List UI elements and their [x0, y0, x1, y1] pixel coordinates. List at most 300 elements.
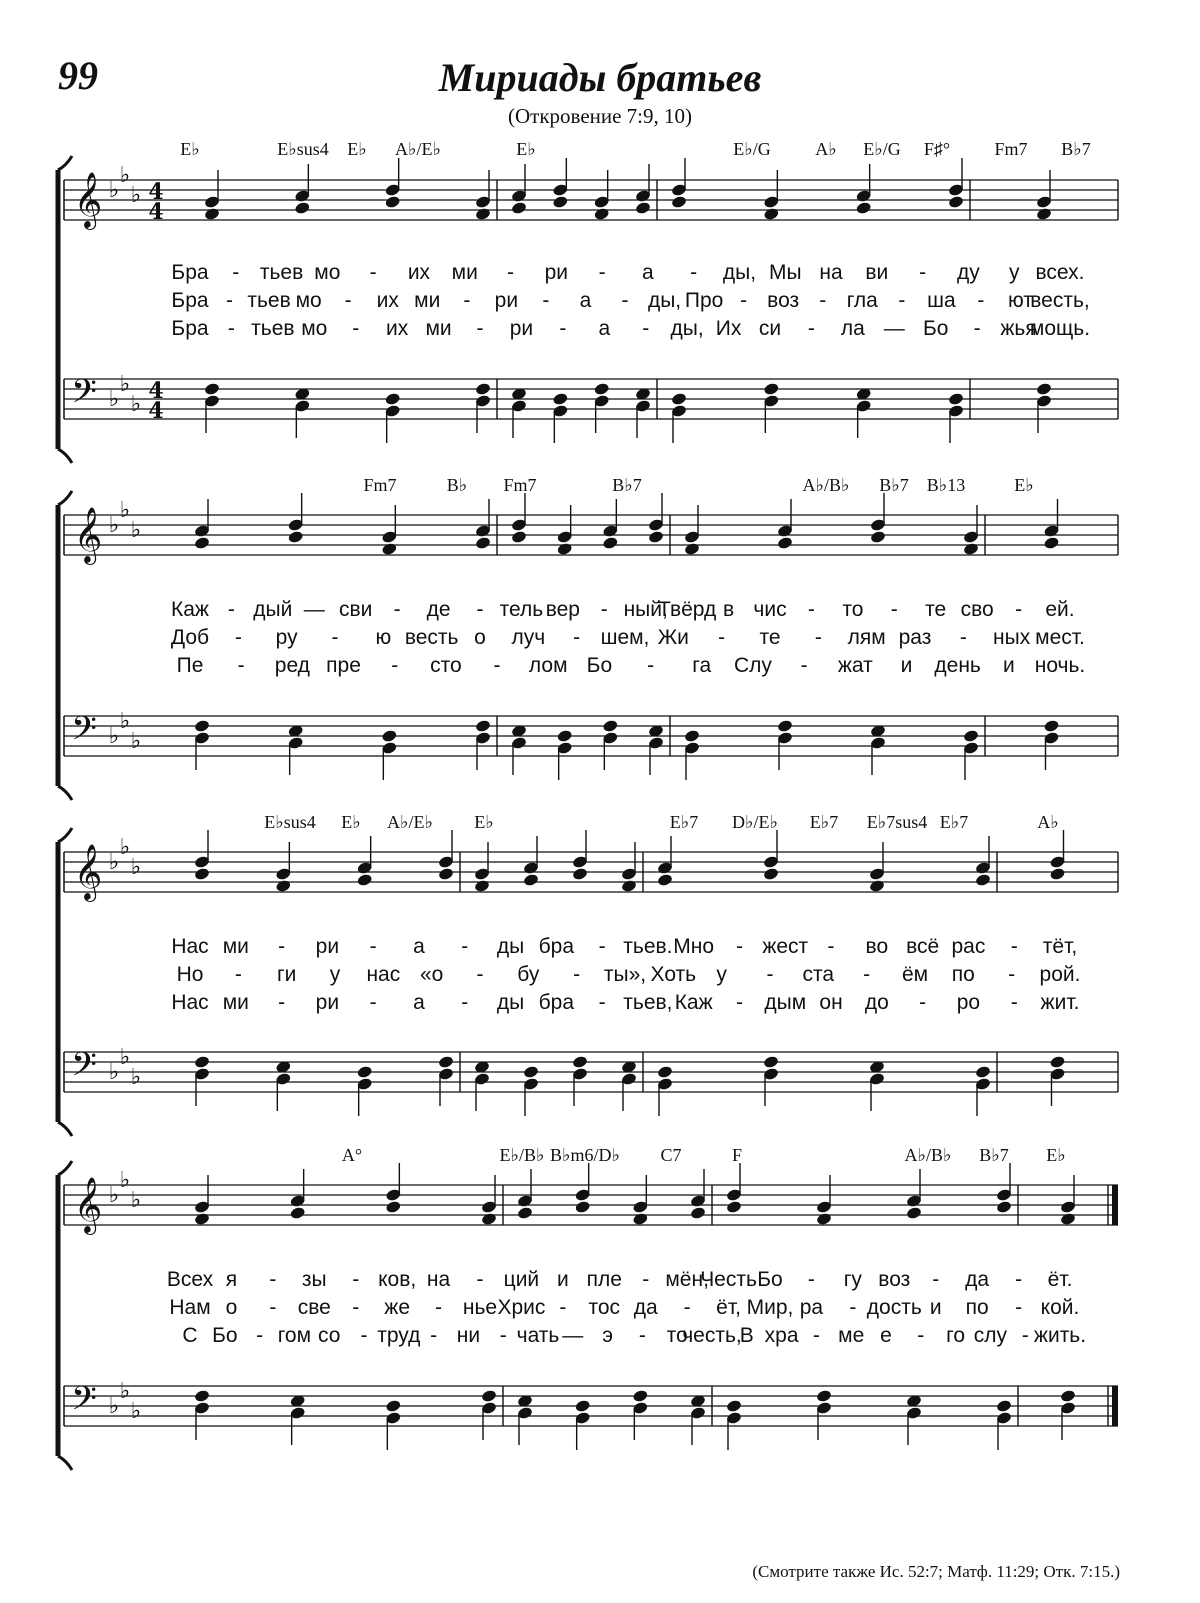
bass-note [384, 392, 401, 406]
lyric-syllable: Хоть [650, 963, 697, 986]
chord-symbol: A♭/B♭ [802, 475, 850, 495]
bass-note [204, 382, 221, 396]
lyric-syllable: - [621, 289, 629, 312]
lyric-syllable: - [237, 654, 245, 677]
flat-sign: ♭ [130, 518, 142, 543]
lyric-syllable: пре [326, 654, 361, 677]
lyric-syllable: и [556, 1268, 569, 1291]
flat-sign: ♭ [119, 1168, 131, 1193]
treble-note [384, 195, 401, 209]
lyric-syllable: ций [503, 1268, 540, 1291]
lyric-syllable: - [683, 1296, 691, 1319]
lyric-syllable: ста [802, 963, 835, 986]
bass-note [523, 1065, 540, 1079]
bass-note [572, 1055, 589, 1069]
treble-note [275, 879, 292, 893]
lyric-syllable: тьев [251, 317, 295, 340]
lyric-syllable: Бо [212, 1324, 238, 1347]
lyric-syllable: Пе [176, 654, 204, 677]
lyric-syllable: гу [843, 1268, 862, 1291]
bracket-bottom [58, 449, 72, 463]
treble-clef-icon: 𝄞 [73, 172, 103, 228]
lyric-syllable: ей. [1045, 598, 1075, 621]
lyric-syllable: - [463, 289, 471, 312]
lyric-syllable: - [559, 317, 567, 340]
bass-note [948, 392, 965, 406]
treble-note [870, 530, 887, 544]
lyric-syllable: Каж [674, 991, 713, 1014]
lyric-syllable: во [865, 935, 889, 958]
flat-sign: ♭ [119, 709, 131, 734]
treble-note [1060, 1212, 1077, 1226]
lyric-syllable: на [426, 1268, 451, 1291]
lyric-syllable: - [499, 1324, 507, 1347]
lyric-syllable: - [814, 626, 822, 649]
lyric-syllable: Хрис [497, 1296, 546, 1319]
treble-note [194, 867, 211, 881]
flat-sign: ♭ [108, 513, 120, 538]
lyric-syllable: мощь. [1029, 317, 1091, 340]
flat-sign: ♭ [108, 1183, 120, 1208]
lyric-syllable: по [965, 1296, 989, 1319]
lyric-syllable: дость [866, 1296, 922, 1319]
treble-note [481, 1212, 498, 1226]
lyric-syllable: Всех [166, 1268, 214, 1291]
lyric-syllable: - [890, 598, 898, 621]
chord-symbol: B♭7 [879, 475, 909, 495]
lyric-syllable: тёт, [1042, 935, 1078, 958]
lyric-syllable: - [598, 261, 606, 284]
chord-symbol: A° [341, 1145, 363, 1165]
final-barline-thick [1112, 1386, 1118, 1426]
treble-note [287, 530, 304, 544]
treble-note [602, 536, 619, 550]
flat-sign: ♭ [130, 183, 142, 208]
chord-symbol: E♭sus4 [277, 139, 329, 159]
lyric-syllable: Мир, [746, 1296, 794, 1319]
treble-note [381, 542, 398, 556]
lyric-syllable: Мы [768, 261, 802, 284]
treble-note [657, 873, 674, 887]
lyric-syllable: вер [545, 598, 580, 621]
lyric-syllable: кой. [1040, 1296, 1080, 1319]
treble-note [648, 530, 665, 544]
lyric-syllable: ём [901, 963, 929, 986]
treble-note [517, 1206, 534, 1220]
flat-sign: ♭ [119, 498, 131, 523]
lyric-syllable: мён, [665, 1268, 709, 1291]
chord-symbol: E♭/G [863, 139, 901, 159]
lyric-syllable: ми [414, 289, 441, 312]
lyric-syllable: - [269, 1268, 277, 1291]
chord-symbol: F♯° [923, 139, 951, 159]
chord-symbol: E♭ [347, 139, 367, 159]
lyric-syllable: Мно [673, 935, 715, 958]
lyric-syllable: Жи [657, 626, 689, 649]
treble-note [726, 1200, 743, 1214]
lyric-syllable: ри [509, 317, 534, 340]
treble-note [385, 1200, 402, 1214]
flat-sign: ♭ [108, 387, 120, 412]
treble-clef-icon: 𝄞 [73, 507, 103, 563]
lyric-syllable: чать [516, 1324, 560, 1347]
lyric-syllable: Каж [171, 598, 209, 621]
treble-note [572, 867, 589, 881]
treble-note [523, 873, 540, 887]
lyric-syllable: Честь [700, 1268, 757, 1291]
lyric-syllable: и [900, 654, 913, 677]
lyric-syllable: - [917, 1324, 925, 1347]
lyric-syllable: ёт, [716, 1296, 741, 1319]
flat-sign: ♭ [130, 1399, 142, 1424]
bass-clef-icon: 𝄢 [71, 1380, 97, 1426]
lyric-syllable: жит. [1040, 991, 1080, 1014]
lyric-syllable: а [413, 991, 425, 1014]
chord-symbol: B♭7 [979, 1145, 1009, 1165]
lyric-syllable: жест [762, 935, 809, 958]
lyric-syllable: э [602, 1324, 613, 1347]
chord-symbol: E♭ [474, 812, 494, 832]
lyric-syllable: - [369, 991, 377, 1014]
treble-note [475, 207, 492, 221]
lyric-syllable: - [600, 598, 608, 621]
lyric-syllable: - [256, 1324, 264, 1347]
lyric-syllable: тель [499, 598, 544, 621]
bass-note [556, 729, 573, 743]
bass-note [1060, 1389, 1077, 1403]
lyric-syllable: ми [222, 935, 249, 958]
lyric-syllable: гла [846, 289, 878, 312]
lyric-syllable: их [386, 317, 409, 340]
lyric-syllable: ра [799, 1296, 824, 1319]
lyric-syllable: чис [753, 598, 787, 621]
bass-clef-icon: 𝄢 [71, 1046, 97, 1092]
lyric-syllable: же [384, 1296, 411, 1319]
lyric-syllable: ро [956, 991, 981, 1014]
lyric-syllable: слу [973, 1324, 1008, 1347]
treble-note [763, 207, 780, 221]
lyric-syllable: зы [301, 1268, 327, 1291]
lyric-syllable: - [735, 991, 743, 1014]
treble-note [194, 1212, 211, 1226]
lyric-syllable: све [297, 1296, 331, 1319]
lyric-syllable: рас [951, 935, 986, 958]
lyric-syllable: - [690, 261, 698, 284]
bass-note [1049, 1055, 1066, 1069]
bass-note [671, 392, 688, 406]
lyric-syllable: хра [764, 1324, 799, 1347]
lyric-syllable: Бра [171, 261, 209, 284]
lyric-syllable: - [919, 991, 927, 1014]
lyric-syllable: - [278, 991, 286, 1014]
lyric-syllable: Про [684, 289, 724, 312]
lyric-syllable: - [598, 935, 606, 958]
treble-note [684, 542, 701, 556]
lyric-syllable: Твёрд [658, 598, 717, 621]
chord-symbol: A♭/B♭ [904, 1145, 952, 1165]
treble-note [621, 879, 638, 893]
lyric-syllable: - [573, 963, 581, 986]
lyric-syllable: ды [496, 991, 525, 1014]
lyric-syllable: жат [837, 654, 873, 677]
flat-sign: ♭ [130, 392, 142, 417]
lyric-syllable: В [739, 1324, 754, 1347]
bass-note [356, 1065, 373, 1079]
lyric-syllable: го [946, 1324, 966, 1347]
lyric-syllable: - [1010, 935, 1018, 958]
chord-symbol: E♭/G [733, 139, 771, 159]
lyric-syllable: да [633, 1296, 658, 1319]
bracket-top [58, 156, 72, 170]
lyric-syllable: - [234, 963, 242, 986]
bass-note [194, 1389, 211, 1403]
lyric-syllable: всё [906, 935, 940, 958]
bass-note [602, 719, 619, 733]
lyric-syllable: - [598, 991, 606, 1014]
treble-clef-icon: 𝄞 [73, 1177, 103, 1233]
lyric-syllable: - [735, 935, 743, 958]
lyric-syllable: Бра [171, 289, 209, 312]
lyric-syllable: — [303, 598, 325, 621]
lyric-syllable: нье [462, 1296, 498, 1319]
lyric-syllable: ри [315, 935, 340, 958]
lyric-syllable: луч [511, 626, 546, 649]
lyric-syllable: - [559, 1296, 567, 1319]
lyric-syllable: ги [276, 963, 297, 986]
bass-note [996, 1399, 1013, 1413]
lyric-syllable: Их [715, 317, 742, 340]
flat-sign: ♭ [119, 835, 131, 860]
chord-symbol: E♭7 [809, 812, 839, 832]
treble-note [556, 542, 573, 556]
lyric-syllable: ды, [722, 261, 757, 284]
bracket-bottom [58, 1456, 72, 1470]
bass-note [726, 1399, 743, 1413]
flat-sign: ♭ [119, 1379, 131, 1404]
lyric-syllable: га [692, 654, 712, 677]
lyric-syllable: весть, [1030, 289, 1090, 312]
bass-note [574, 1399, 591, 1413]
treble-note [777, 536, 794, 550]
lyric-syllable: - [812, 1324, 820, 1347]
lyric-syllable: ты», [603, 963, 647, 986]
chord-symbol: B♭ [446, 475, 468, 495]
chord-symbol: E♭sus4 [264, 812, 316, 832]
lyric-syllable: у [329, 963, 341, 986]
bass-note [763, 382, 780, 396]
lyric-syllable: бу [517, 963, 540, 986]
lyric-syllable: - [807, 598, 815, 621]
lyric-syllable: Нас [171, 991, 209, 1014]
lyric-syllable: ви [865, 261, 889, 284]
lyric-syllable: по [951, 963, 975, 986]
lyric-syllable: воз [767, 289, 800, 312]
lyric-syllable: - [227, 598, 235, 621]
lyric-syllable: бра [538, 991, 575, 1014]
lyric-syllable: - [476, 598, 484, 621]
lyric-syllable: пле [586, 1268, 622, 1291]
bracket-top [58, 491, 72, 505]
lyric-syllable: - [977, 289, 985, 312]
lyric-syllable: он [819, 991, 843, 1014]
lyric-syllable: ла [840, 317, 865, 340]
lyric-syllable: ри [315, 991, 340, 1014]
lyric-syllable: - [807, 1268, 815, 1291]
bass-note [657, 1065, 674, 1079]
bass-note [684, 729, 701, 743]
bass-note [194, 719, 211, 733]
lyric-syllable: - [352, 1296, 360, 1319]
lyric-syllable: ют [1007, 289, 1033, 312]
lyric-syllable: - [1010, 991, 1018, 1014]
lyric-syllable: сто [430, 654, 462, 677]
lyric-syllable: - [352, 317, 360, 340]
lyric-syllable: ми [451, 261, 478, 284]
final-barline-thick [1112, 1185, 1118, 1225]
hymn-title: Мириады братьев [438, 55, 762, 100]
lyric-syllable: - [278, 935, 286, 958]
flat-sign: ♭ [130, 1188, 142, 1213]
lyric-syllable: а [579, 289, 592, 312]
treble-note [855, 201, 872, 215]
bass-note [777, 719, 794, 733]
treble-note [438, 867, 455, 881]
lyric-syllable: Доб [170, 626, 210, 649]
lyric-syllable: мо [295, 289, 322, 312]
lyric-syllable: - [369, 261, 377, 284]
chord-symbol: E♭ [516, 139, 536, 159]
lyric-syllable: - [269, 1296, 277, 1319]
lyric-syllable: ми [425, 317, 452, 340]
lyric-syllable: ри [494, 289, 519, 312]
lyric-syllable: у [716, 963, 727, 986]
lyric-syllable: - [973, 317, 981, 340]
lyric-syllable: Бра [171, 317, 209, 340]
lyric-syllable: - [718, 626, 726, 649]
lyric-syllable: честь, [682, 1324, 742, 1347]
lyric-syllable: Слу [733, 654, 772, 677]
lyric-syllable: а [413, 935, 425, 958]
lyric-syllable: - [352, 1268, 360, 1291]
lyric-syllable: - [542, 289, 550, 312]
lyric-syllable: дый [253, 598, 293, 621]
chord-symbol: E♭ [341, 812, 361, 832]
treble-note [204, 207, 221, 221]
flat-sign: ♭ [130, 1065, 142, 1090]
lyric-syllable: и [929, 1296, 942, 1319]
treble-note [1049, 867, 1066, 881]
lyric-syllable: - [849, 1296, 857, 1319]
treble-note [996, 1200, 1013, 1214]
lyric-syllable: ночь. [1034, 654, 1086, 677]
treble-note [906, 1206, 923, 1220]
chord-symbol: E♭ [1046, 1145, 1066, 1165]
lyric-syllable: до [864, 991, 889, 1014]
lyric-syllable: труд [377, 1324, 421, 1347]
lyric-syllable: сво [960, 598, 994, 621]
bass-note [816, 1389, 833, 1403]
chord-symbol: B♭m6/D♭ [550, 1145, 620, 1165]
time-signature-bottom: 4 [148, 398, 164, 424]
lyric-syllable: ды, [670, 317, 704, 340]
lyric-syllable: мо [314, 261, 341, 284]
lyric-syllable: шем, [600, 626, 650, 649]
treble-note [294, 201, 311, 215]
treble-note [816, 1212, 833, 1226]
lyric-syllable: ды, [647, 289, 682, 312]
lyric-syllable: - [800, 654, 808, 677]
lyric-syllable: Бо [757, 1268, 783, 1291]
lyric-syllable: - [638, 1324, 646, 1347]
bass-note [194, 1055, 211, 1069]
lyric-syllable: ду [957, 261, 980, 284]
chord-symbol: A♭ [815, 139, 837, 159]
lyric-syllable: сви [339, 598, 373, 621]
bass-note [438, 1055, 455, 1069]
treble-note [511, 201, 528, 215]
lyric-syllable: - [1015, 1268, 1023, 1291]
bass-note [1043, 719, 1060, 733]
lyric-syllable: - [642, 1268, 650, 1291]
lyric-syllable: о [474, 626, 486, 649]
lyric-syllable: а [642, 261, 654, 284]
treble-note [632, 1212, 649, 1226]
lyric-syllable: Но [176, 963, 204, 986]
lyric-syllable: мест. [1035, 626, 1085, 649]
lyric-syllable: их [407, 261, 431, 284]
lyric-syllable: всех. [1035, 261, 1085, 284]
lyric-syllable: раз [898, 626, 932, 649]
lyric-syllable: ных [993, 626, 1031, 649]
bass-note [552, 392, 569, 406]
lyric-syllable: Нам [169, 1296, 211, 1319]
chord-symbol: E♭7sus4 [866, 812, 928, 832]
lyric-syllable: ды [496, 935, 525, 958]
treble-note [975, 873, 992, 887]
lyric-syllable: - [766, 963, 774, 986]
hymn-number: 99 [58, 53, 98, 98]
lyric-syllable: - [807, 317, 815, 340]
time-signature-top: 4 [148, 378, 164, 404]
lyric-syllable: весть [404, 626, 459, 649]
treble-note [671, 195, 688, 209]
flat-sign: ♭ [108, 1060, 120, 1085]
lyric-syllable: - [827, 935, 835, 958]
flat-sign: ♭ [108, 1394, 120, 1419]
lyric-syllable: а [598, 317, 611, 340]
chord-symbol: F [731, 1145, 743, 1165]
lyric-syllable: и [1002, 654, 1015, 677]
chord-symbol: B♭7 [612, 475, 642, 495]
chord-symbol: E♭ [180, 139, 200, 159]
chord-symbol: C7 [660, 1145, 682, 1165]
chord-symbol: D♭/E♭ [732, 812, 778, 832]
treble-note [475, 536, 492, 550]
lyric-syllable: - [1021, 1324, 1029, 1347]
lyric-syllable: - [1015, 598, 1023, 621]
treble-note [1043, 536, 1060, 550]
lyric-syllable: е [880, 1324, 892, 1347]
chord-symbol: Fm7 [503, 475, 537, 495]
lyric-syllable: да [965, 1268, 990, 1291]
lyric-syllable: ри [544, 261, 569, 284]
time-signature-bottom: 4 [148, 199, 164, 225]
lyric-syllable: рой. [1039, 963, 1081, 986]
treble-note [194, 536, 211, 550]
bass-note [475, 382, 492, 396]
lyric-syllable: те [925, 598, 947, 621]
treble-note [763, 867, 780, 881]
